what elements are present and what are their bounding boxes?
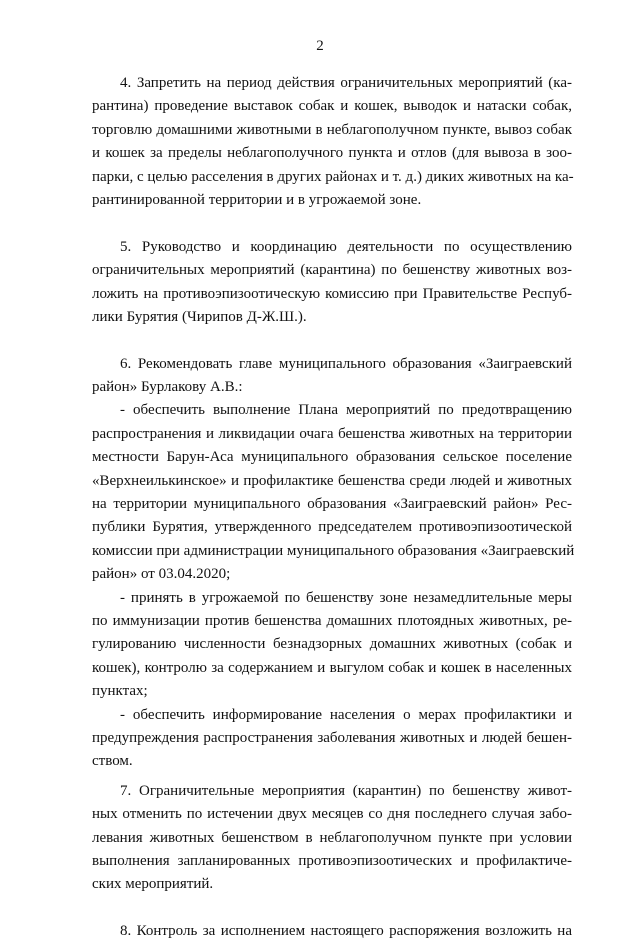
paragraph-line: 5. Руководство и координацию деятельности по осуществлению bbox=[120, 238, 572, 255]
paragraph-line: выполнения запланированных противоэпизоотических и профилактиче- bbox=[92, 852, 572, 869]
paragraph-line: 4. Запретить на период действия ограничительных мероприятий (ка- bbox=[120, 75, 572, 91]
paragraph-line: местности Барун-Аса муниципального образования сельское поселение bbox=[92, 449, 572, 466]
paragraph-spacer bbox=[92, 329, 572, 352]
paragraph-line: публики Бурятия, утвержденного председателем противоэпизоотической bbox=[92, 519, 572, 536]
paragraph-line: - принять в угрожаемой по бешенству зоне незамедлительные меры bbox=[120, 589, 572, 606]
document-body bbox=[92, 72, 575, 943]
paragraph-line: район» от 03.04.2020; bbox=[92, 566, 231, 583]
paragraph-line: - обеспечить информирование населения о мерах профилактики и bbox=[120, 706, 572, 723]
paragraph-line: ством. bbox=[92, 753, 133, 770]
paragraph-line: ских мероприятий. bbox=[92, 876, 214, 893]
page-number: 2 bbox=[316, 38, 324, 54]
paragraph-6 bbox=[92, 353, 575, 774]
paragraph-line: левания животных бешенством в неблагополучном пункте при условии bbox=[92, 829, 572, 846]
paragraph-line: на территории муниципального образования «Заиграевский район» Рес- bbox=[92, 496, 572, 513]
paragraph-line: по иммунизации против бешенства домашних плотоядных животных, ре- bbox=[92, 612, 572, 629]
paragraph-line: рантинированной территории и в угрожаемой зоне. bbox=[92, 191, 422, 208]
paragraph-line: пунктах; bbox=[92, 683, 148, 700]
paragraph-spacer bbox=[92, 897, 572, 920]
paragraph-line: ных отменить по истечении двух месяцев со дня последнего случая забо- bbox=[92, 806, 572, 823]
paragraph-line: 8. Контроль за исполнением настоящего распоряжения возложить на bbox=[120, 923, 572, 940]
paragraph-line: 7. Ограничительные мероприятия (карантин) по бешенству живот- bbox=[120, 782, 572, 799]
paragraph-8 bbox=[92, 920, 572, 943]
paragraph-line: и кошек за пределы неблагополучного пункта и отлов (для вывоза в зоо- bbox=[92, 145, 572, 162]
paragraph-line: лики Бурятия (Чирипов Д-Ж.Ш.). bbox=[92, 308, 307, 325]
paragraph-line: - обеспечить выполнение Плана мероприятий по предотвращению bbox=[120, 402, 572, 419]
paragraph-line: кошек), контролю за содержанием и выгулом собак и кошек в населенных bbox=[92, 659, 572, 676]
paragraph-line: торговлю домашними животными в неблагополучном пункте, вывоз собак bbox=[92, 121, 572, 138]
paragraph-4 bbox=[92, 72, 572, 212]
paragraph-line: ограничительных мероприятий (карантина) по бешенству животных воз- bbox=[92, 262, 572, 279]
paragraph-line: предупреждения распространения заболевания животных и людей бешен- bbox=[92, 729, 572, 746]
paragraph-line: распространения и ликвидации очага бешенства животных на территории bbox=[92, 425, 572, 442]
paragraph-line: гулированию численности безнадзорных домашних животных (собак и bbox=[92, 636, 572, 653]
paragraph-line: 6. Рекомендовать главе муниципального образования «Заиграевский bbox=[120, 355, 572, 372]
paragraph-line: комиссии при администрации муниципального образования «Заиграевский bbox=[92, 542, 575, 559]
paragraph-7 bbox=[92, 780, 572, 897]
paragraph-line: ложить на противоэпизоотическую комиссию при Правительстве Респуб- bbox=[92, 285, 572, 302]
paragraph-line: парки, с целью расселения в других районах и т. д.) диких животных на ка- bbox=[92, 168, 574, 185]
paragraph-5 bbox=[92, 236, 572, 330]
paragraph-line: район» Бурлакову А.В.: bbox=[92, 379, 243, 396]
paragraph-spacer bbox=[92, 212, 572, 235]
paragraph-line: рантина) проведение выставок собак и кошек, выводок и натаски собак, bbox=[92, 98, 572, 115]
paragraph-line: «Верхнеилькинское» и профилактике бешенства среди людей и животных bbox=[92, 472, 572, 489]
